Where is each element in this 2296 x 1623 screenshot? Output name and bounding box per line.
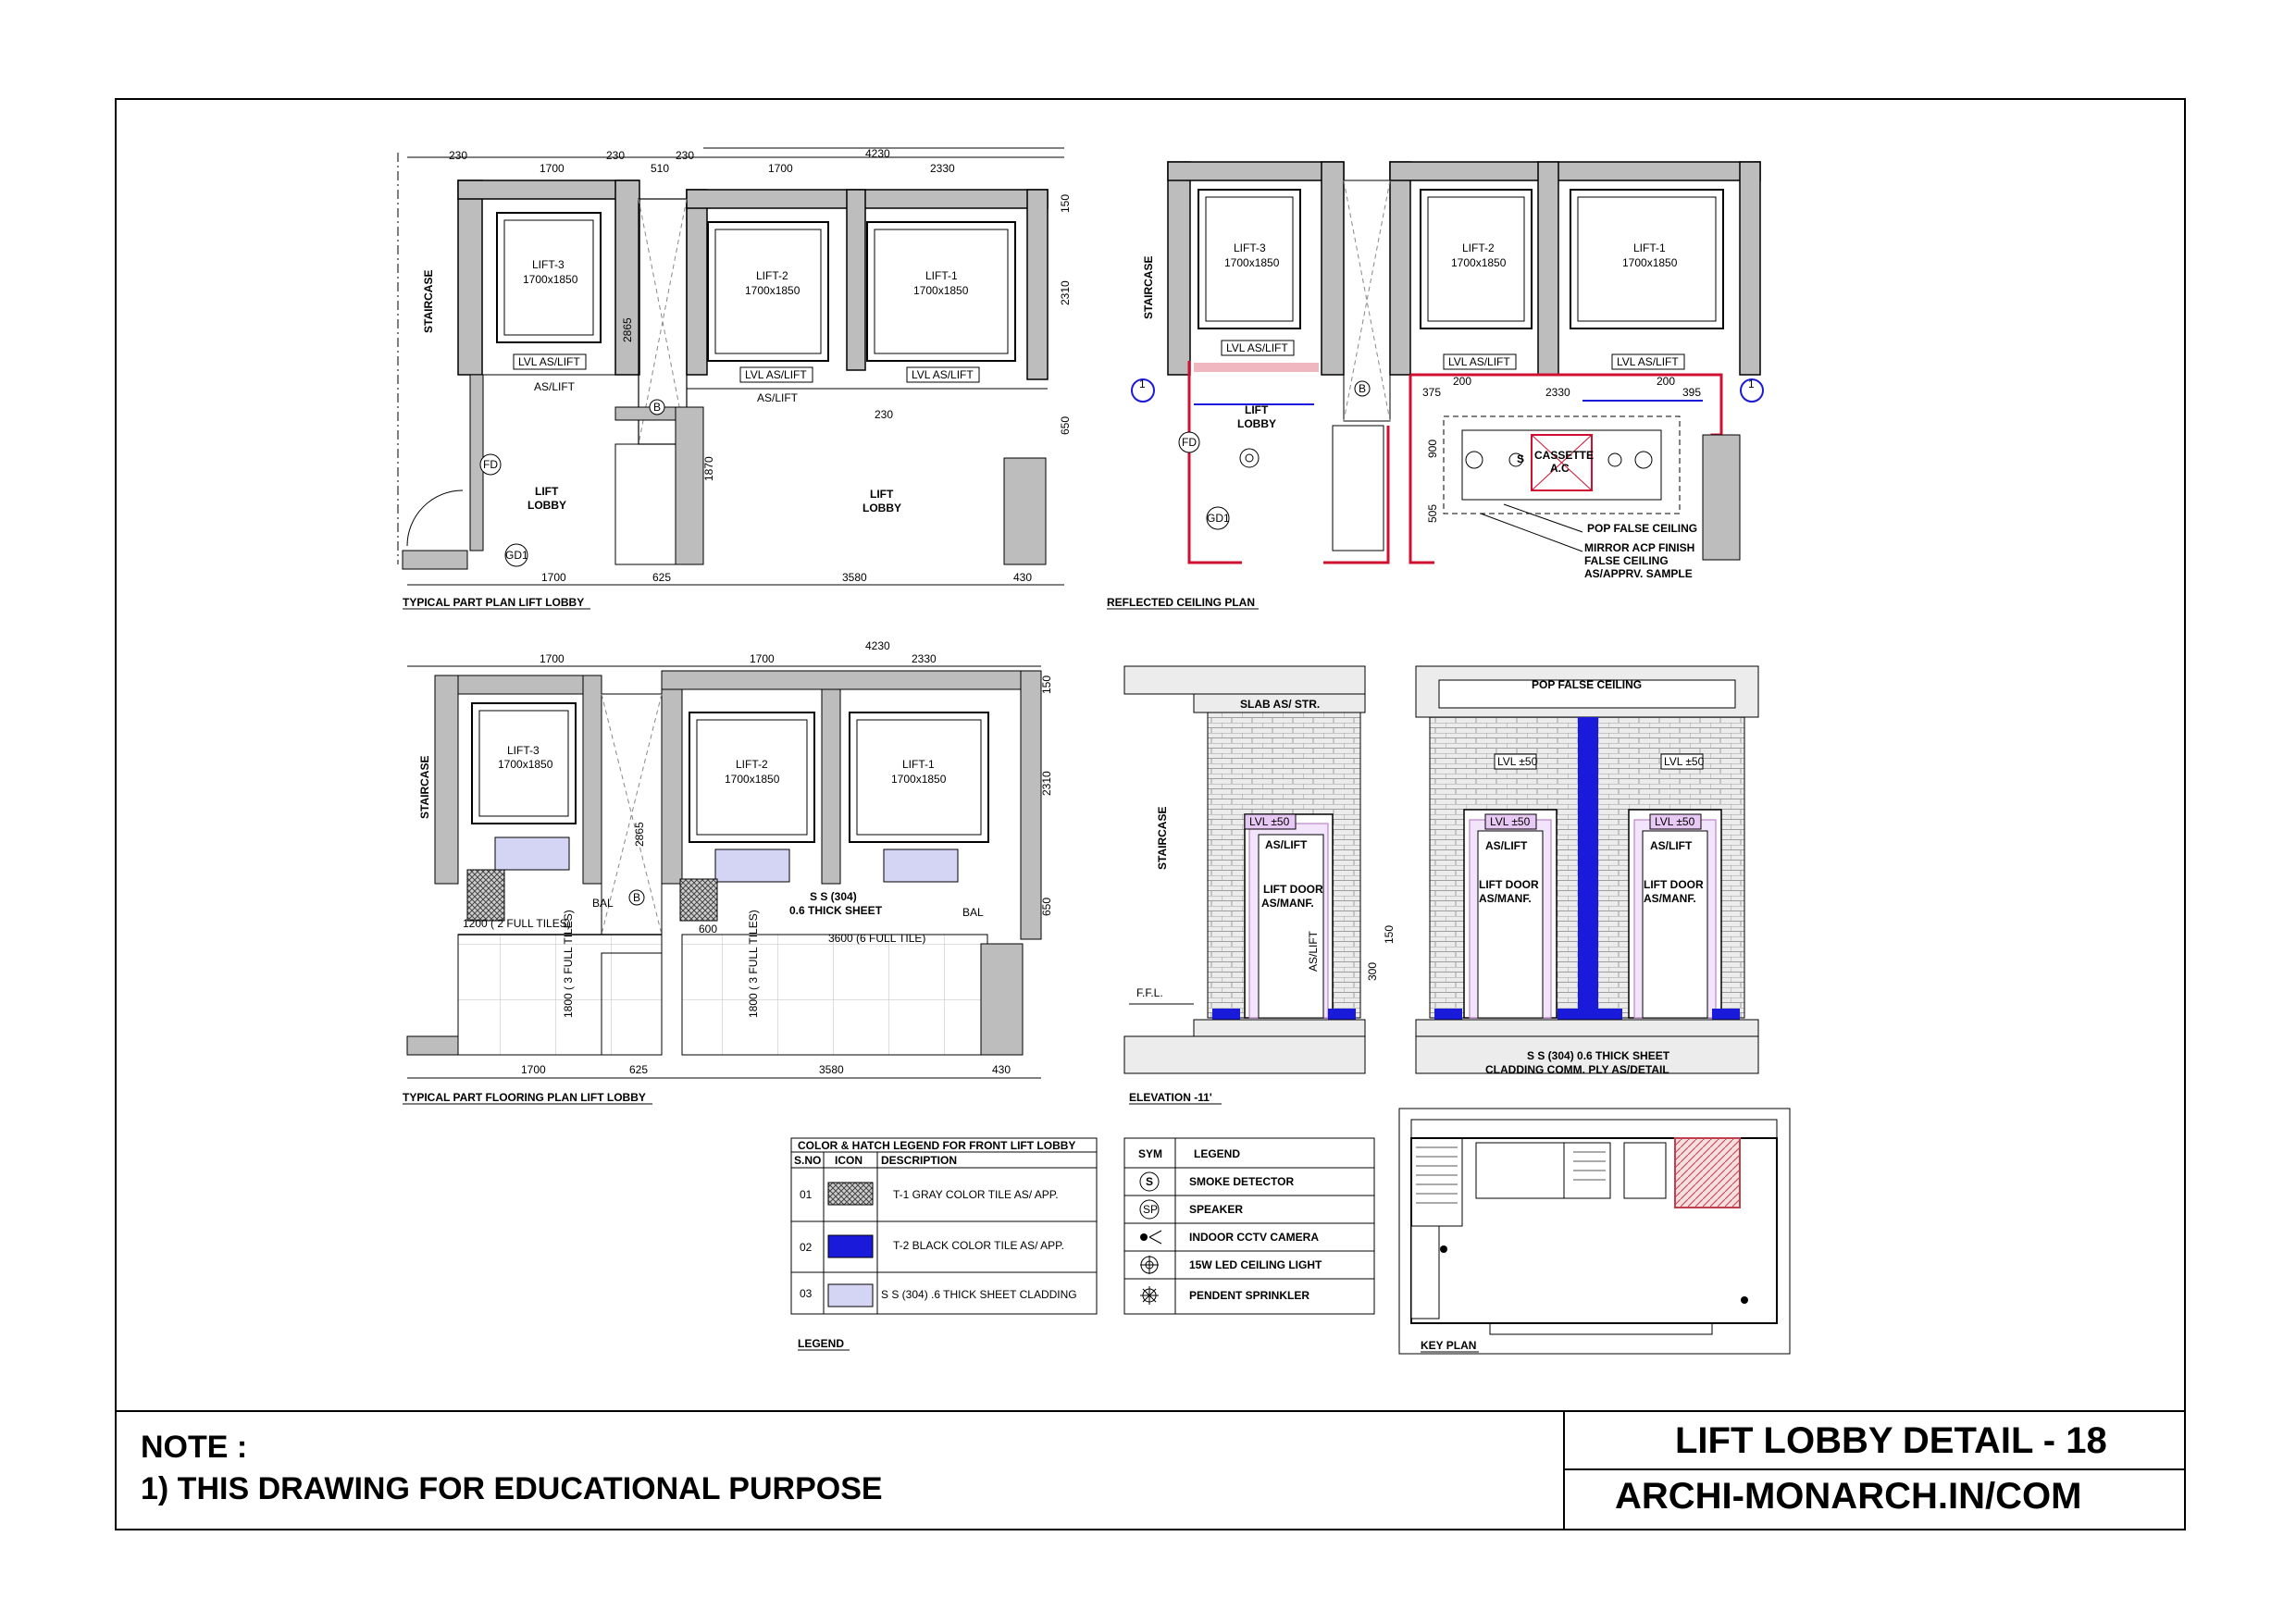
dim-label: 1700 [521, 1063, 546, 1076]
dim-label: 150 [1383, 924, 1396, 944]
legend-desc: T-1 GRAY COLOR TILE AS/ APP. [893, 1188, 1059, 1201]
dim-label: 2330 [1545, 386, 1570, 399]
hatch-legend [791, 1138, 1097, 1350]
lvl-label: LVL AS/LIFT [912, 368, 974, 381]
dim-label: 2865 [633, 822, 646, 847]
dim-label: 4230 [865, 639, 890, 652]
lvl-label: LVL AS/LIFT [1448, 355, 1510, 368]
lift3-label: LIFT-3 [1234, 242, 1266, 254]
staircase-label: STAIRCASE [1142, 255, 1155, 319]
lift1-size: 1700x1850 [891, 773, 947, 786]
drawing-title: LIFT LOBBY DETAIL - 18 [1675, 1420, 2107, 1461]
symbol-label: SMOKE DETECTOR [1189, 1175, 1295, 1188]
staircase-label: STAIRCASE [422, 269, 435, 333]
symbol-legend [1124, 1138, 1374, 1314]
dim-label: 1700 [540, 652, 565, 665]
lift2-size: 1700x1850 [745, 284, 800, 297]
bal-label: BAL [962, 906, 984, 919]
lift2-label: LIFT-2 [736, 758, 768, 771]
lift1-size: 1700x1850 [1622, 256, 1678, 269]
dim-label: 1870 [702, 456, 715, 481]
as-lift-tag: AS/LIFT [1265, 838, 1308, 851]
lobby-label: LIFT [1245, 403, 1269, 416]
as-lift-label: AS/LIFT [757, 391, 799, 404]
lvl-label: LVL AS/LIFT [1617, 355, 1679, 368]
dim-label: 3580 [819, 1063, 844, 1076]
staircase-label: STAIRCASE [1156, 806, 1169, 870]
flooring-dim: 1800 ( 3 FULL TILES) [562, 910, 575, 1018]
rcp-panel [1107, 162, 1763, 609]
smoke-detector-tag: S [1517, 452, 1525, 465]
lvl-label: LVL AS/LIFT [1226, 341, 1288, 354]
dim-label: 900 [1426, 439, 1439, 458]
lobby-label: LOBBY [1237, 417, 1276, 430]
dim-label: 375 [1422, 386, 1442, 399]
lvl-tag: LVL ±50 [1490, 815, 1531, 828]
dim-label: 4230 [865, 147, 890, 160]
section-marker: 1 [1748, 378, 1755, 390]
plan-title: TYPICAL PART PLAN LIFT LOBBY [403, 596, 585, 609]
lvl-label: LVL AS/LIFT [745, 368, 807, 381]
b-tag: B [653, 401, 662, 414]
section-marker: 1 [1139, 378, 1146, 390]
lift2-size: 1700x1850 [725, 773, 780, 786]
lift1-size: 1700x1850 [913, 284, 969, 297]
as-lift-label: AS/LIFT [534, 380, 576, 393]
dim-label: 2330 [912, 652, 937, 665]
dim-label: 1700 [750, 652, 775, 665]
dim-label: 650 [1040, 897, 1053, 916]
lift3-size: 1700x1850 [523, 273, 578, 286]
key-plan-title: KEY PLAN [1421, 1339, 1477, 1352]
dim-label: 3580 [842, 571, 867, 584]
elevation-title: ELEVATION -11' [1129, 1091, 1212, 1104]
legend-desc: S S (304) .6 THICK SHEET CLADDING [881, 1288, 1077, 1301]
lift3-size: 1700x1850 [498, 758, 553, 771]
dim-label: 1700 [768, 162, 793, 175]
svg-text:SP: SP [1143, 1203, 1159, 1216]
fd-tag: FD [483, 458, 498, 471]
staircase-label: STAIRCASE [418, 755, 431, 819]
dim-label: 430 [1013, 571, 1033, 584]
cassette-label: CASSETTE [1534, 449, 1595, 462]
svg-text:S: S [1146, 1175, 1154, 1188]
lobby-label: LIFT [535, 485, 559, 498]
lvl-tag: LVL ±50 [1664, 755, 1705, 768]
dim-label: 395 [1682, 386, 1702, 399]
dim-label: 150 [1040, 675, 1053, 694]
rcp-title: REFLECTED CEILING PLAN [1107, 596, 1256, 609]
lift3-label: LIFT-3 [532, 258, 565, 271]
legend-caption: LEGEND [798, 1337, 845, 1350]
lobby-label: LOBBY [863, 502, 901, 514]
lobby-label: LIFT [870, 488, 894, 501]
pendent-sprinkler-icon [1140, 1286, 1159, 1305]
lift-door-label: LIFT DOOR [1479, 878, 1539, 891]
dim-label: 2330 [930, 162, 955, 175]
dim-label: 2310 [1059, 280, 1072, 305]
lobby-label: LOBBY [527, 499, 566, 512]
lift3-size: 1700x1850 [1224, 256, 1280, 269]
ss-cladding-note: S S (304) 0.6 THICK SHEET [1527, 1049, 1670, 1062]
mirror-note: MIRROR ACP FINISH [1584, 541, 1695, 554]
ss-note: S S (304) [810, 890, 857, 903]
legend-desc: T-2 BLACK COLOR TILE AS/ APP. [893, 1239, 1064, 1252]
lift-door-label: AS/MANF. [1479, 892, 1532, 905]
dim-label: 150 [1059, 193, 1072, 213]
dim-label: 625 [652, 571, 672, 584]
dim-label: 510 [651, 162, 670, 175]
legend-no: 03 [800, 1287, 813, 1300]
title-block [116, 1411, 2185, 1530]
symbol-label: SPEAKER [1189, 1203, 1244, 1216]
as-lift-tag: AS/LIFT [1650, 839, 1693, 852]
lift-door-label: LIFT DOOR [1644, 878, 1704, 891]
dim-label: 2865 [621, 317, 634, 342]
flooring-dim: 1800 ( 3 FULL TILES) [747, 910, 760, 1018]
legend-no: 01 [800, 1188, 813, 1201]
dim-label: 1700 [540, 162, 565, 175]
bal-label: BAL [592, 897, 614, 910]
lift2-size: 1700x1850 [1451, 256, 1507, 269]
gd1-tag: GD1 [505, 549, 528, 562]
dim-label: 200 [1453, 375, 1472, 388]
pop-ceiling-label: POP FALSE CEILING [1532, 678, 1643, 691]
ss-cladding-note: CLADDING COMM. PLY AS/DETAIL [1485, 1063, 1669, 1076]
key-plan [1399, 1109, 1790, 1354]
elevation-panel [1124, 666, 1758, 1104]
pop-ceiling-note: POP FALSE CEILING [1587, 522, 1698, 535]
dim-label: 200 [1657, 375, 1676, 388]
symbol-label: 15W LED CEILING LIGHT [1189, 1258, 1322, 1271]
lift2-label: LIFT-2 [756, 269, 788, 282]
flooring-dim: 1200 ( 2 FULL TILES) [463, 917, 571, 930]
fd-tag: FD [1182, 436, 1197, 449]
legend-col: ICON [835, 1154, 863, 1167]
mirror-note: AS/APPRV. SAMPLE [1584, 567, 1693, 580]
symbol-label: PENDENT SPRINKLER [1189, 1289, 1310, 1302]
dim-label: 430 [992, 1063, 1011, 1076]
lift1-label: LIFT-1 [902, 758, 935, 771]
lift-door-label: LIFT DOOR [1263, 883, 1323, 896]
note-heading: NOTE : [141, 1430, 248, 1465]
b-tag: B [1359, 382, 1367, 395]
lift-door-label: AS/MANF. [1644, 892, 1696, 905]
plan-panel [398, 147, 1072, 609]
legend-header: COLOR & HATCH LEGEND FOR FRONT LIFT LOBBY [798, 1139, 1076, 1152]
sym-col: SYM [1138, 1147, 1163, 1160]
dim-label: 650 [1059, 415, 1072, 435]
dim-label: 230 [449, 149, 468, 162]
lvl-tag: LVL ±50 [1497, 755, 1538, 768]
website-label: ARCHI-MONARCH.IN/COM [1615, 1476, 2082, 1517]
dim-label: 2310 [1040, 771, 1053, 796]
flooring-dim: 3600 (6 FULL TILE) [828, 932, 926, 945]
dim-label: 625 [629, 1063, 649, 1076]
b-tag: B [633, 891, 641, 904]
note-line-1: 1) THIS DRAWING FOR EDUCATIONAL PURPOSE [141, 1471, 883, 1506]
legend-col: S.NO [794, 1154, 822, 1167]
gd1-tag: GD1 [1207, 512, 1230, 525]
ss-note: 0.6 THICK SHEET [789, 904, 883, 917]
ffl-label: F.F.L. [1136, 986, 1163, 999]
dim-label: 230 [606, 149, 626, 162]
legend-col: DESCRIPTION [881, 1154, 958, 1167]
legend-col: LEGEND [1194, 1147, 1241, 1160]
dim-label: 1700 [541, 571, 566, 584]
dim-label: 300 [1366, 961, 1379, 981]
as-lift-tag: AS/LIFT [1485, 839, 1528, 852]
dim-label: 505 [1426, 503, 1439, 523]
lvl-label: LVL AS/LIFT [518, 355, 580, 368]
symbol-label: INDOOR CCTV CAMERA [1189, 1231, 1319, 1244]
dim-label: 600 [699, 923, 718, 935]
mirror-note: FALSE CEILING [1584, 554, 1669, 567]
slab-label: SLAB AS/ STR. [1240, 698, 1321, 711]
flooring-title: TYPICAL PART FLOORING PLAN LIFT LOBBY [403, 1091, 646, 1104]
lift1-label: LIFT-1 [1633, 242, 1666, 254]
dim-label: 230 [676, 149, 695, 162]
legend-no: 02 [800, 1241, 813, 1254]
lvl-tag: LVL ±50 [1655, 815, 1695, 828]
dim-label: 230 [875, 408, 894, 421]
flooring-panel [403, 639, 1053, 1104]
cassette-label: A.C [1550, 462, 1570, 475]
lift2-label: LIFT-2 [1462, 242, 1495, 254]
lift3-label: LIFT-3 [507, 744, 540, 757]
lift-door-label: AS/MANF. [1261, 897, 1314, 910]
lift1-label: LIFT-1 [925, 269, 958, 282]
lvl-tag: LVL ±50 [1249, 815, 1290, 828]
as-lift-tag: AS/LIFT [1307, 930, 1320, 972]
